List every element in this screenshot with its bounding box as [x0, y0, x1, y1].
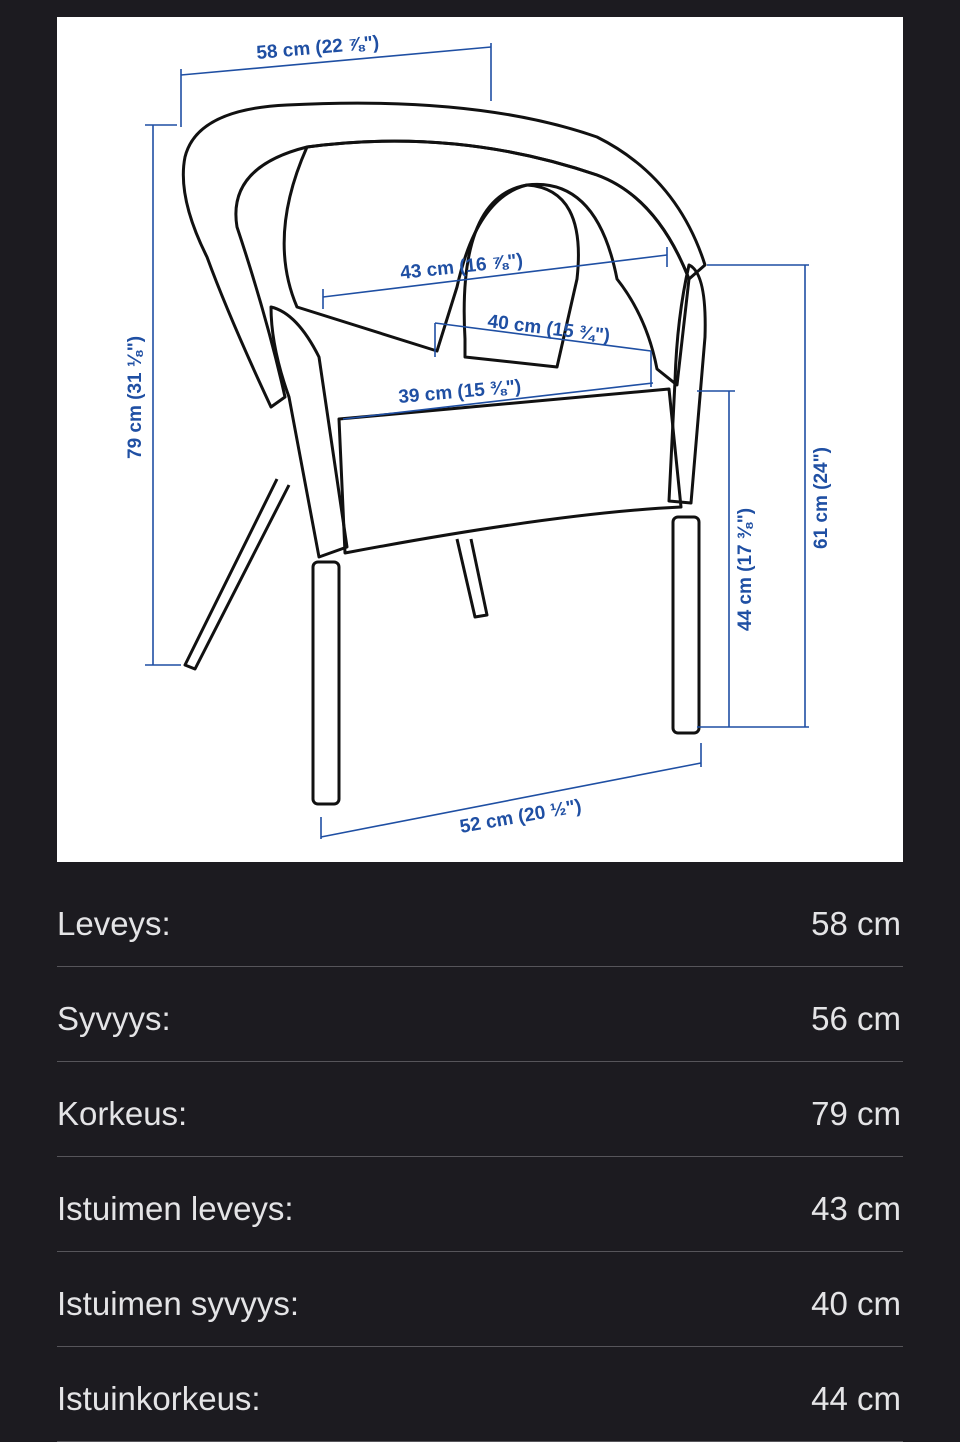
label-width-top: 58 cm (22 ⅞") [255, 32, 381, 64]
spec-label: Istuimen syvyys: [57, 1285, 300, 1322]
spec-row-width [57, 872, 903, 967]
spec-label: Korkeus: [57, 1095, 188, 1132]
spec-value: 44 cm [811, 1380, 901, 1417]
label-base-depth: 52 cm (20 ½") [458, 795, 584, 838]
spec-value: 43 cm [811, 1190, 901, 1227]
label-seat-height: 44 cm (17 ⅜") [735, 507, 756, 631]
spec-label: Leveys: [57, 905, 171, 942]
spec-row-height [57, 1062, 903, 1157]
spec-label: Istuimen leveys: [57, 1190, 294, 1227]
spec-label: Istuinkorkeus: [57, 1380, 261, 1417]
spec-row-depth [57, 967, 903, 1062]
specifications-list [57, 872, 903, 1442]
label-front-width: 39 cm (15 ⅜") [397, 376, 523, 408]
spec-value: 56 cm [811, 1000, 901, 1037]
spec-value: 58 cm [811, 905, 901, 942]
spec-label: Syvyys: [57, 1000, 171, 1037]
chair-illustration [57, 17, 903, 862]
spec-row-seat-width [57, 1157, 903, 1252]
spec-row-seat-height [57, 1347, 903, 1442]
label-arm-height: 61 cm (24") [811, 447, 832, 549]
label-seat-depth: 40 cm (15 ¾") [486, 311, 612, 347]
dimension-lines [145, 43, 809, 839]
spec-value: 79 cm [811, 1095, 901, 1132]
label-height-total: 79 cm (31 ⅛") [125, 335, 146, 459]
spec-value: 40 cm [811, 1285, 901, 1322]
label-seat-width: 43 cm (16 ⅞") [399, 250, 524, 284]
chair-drawing [183, 103, 705, 804]
dimension-diagram [57, 17, 903, 862]
spec-row-seat-depth [57, 1252, 903, 1347]
